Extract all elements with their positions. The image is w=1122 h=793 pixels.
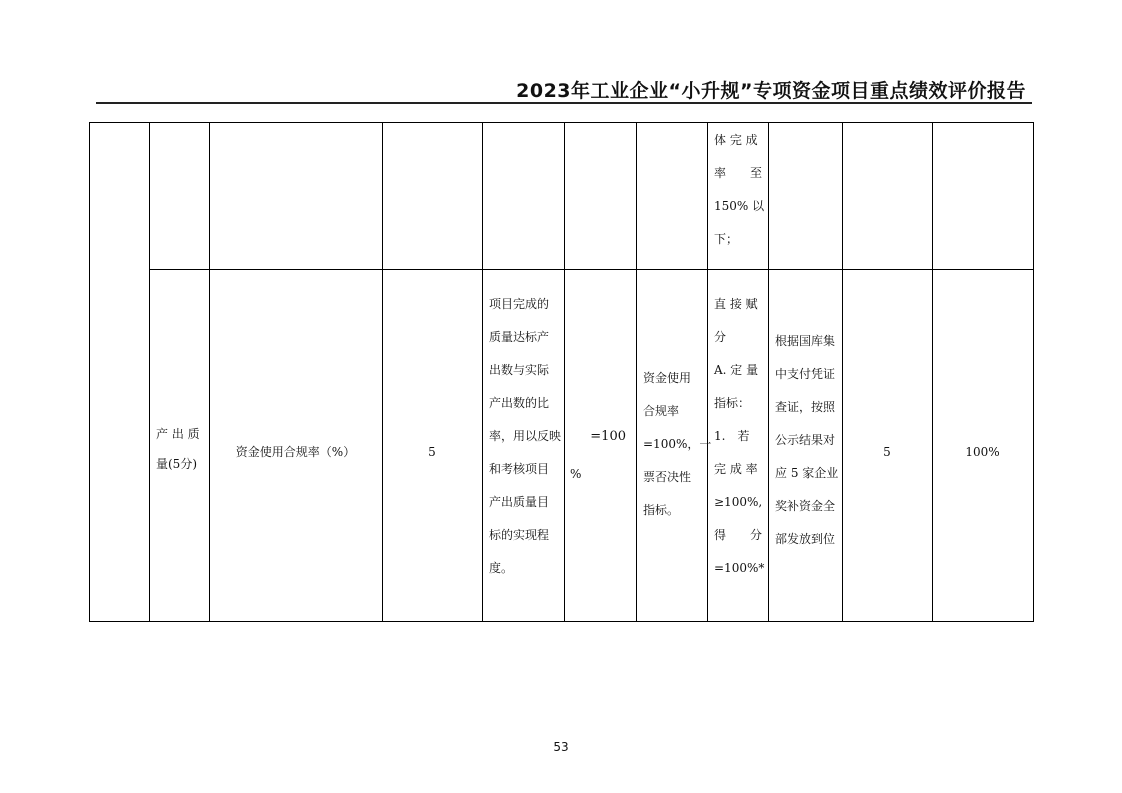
category-line: 产 出 质 bbox=[156, 427, 200, 441]
desc-line: 资金使用 bbox=[643, 371, 692, 385]
scoring-standard-cell bbox=[714, 297, 764, 594]
evidence-line: 应 5 家企业 bbox=[775, 466, 839, 480]
report-title: 2023年工业企业“小升规”专项资金项目重点绩效评价报告 bbox=[516, 80, 1026, 102]
col-border bbox=[482, 122, 483, 621]
standard-line: 下； bbox=[714, 232, 739, 246]
indicator-desc-cell bbox=[643, 371, 712, 536]
header-rule bbox=[96, 102, 1032, 104]
col-border bbox=[209, 122, 210, 621]
col-border bbox=[768, 122, 769, 621]
definition-cell bbox=[489, 297, 561, 594]
evidence-line: 根据国库集 bbox=[775, 334, 836, 348]
evidence-line: 奖补资金全 bbox=[775, 499, 836, 513]
definition-line: 标的实现程 bbox=[489, 528, 550, 542]
standard-line: 率 至 bbox=[714, 166, 763, 180]
definition-line: 率，用以反映 bbox=[489, 429, 562, 443]
indicator-category-cell bbox=[156, 427, 204, 490]
desc-line: 合规率 bbox=[643, 404, 680, 418]
weight-cell: 5 bbox=[428, 445, 436, 459]
scoring-line: 1. 若 bbox=[714, 429, 750, 443]
scoring-line: 得 分 bbox=[714, 528, 763, 542]
evidence-line: 部发放到位 bbox=[775, 532, 836, 546]
completion-cell: 100% bbox=[965, 445, 1000, 459]
col-border bbox=[636, 122, 637, 621]
evidence-line: 中支付凭证 bbox=[775, 367, 836, 381]
definition-line: 产出质量目 bbox=[489, 495, 550, 509]
col-border bbox=[89, 122, 90, 621]
target-unit: % bbox=[570, 467, 582, 481]
definition-line: 出数与实际 bbox=[489, 363, 550, 377]
scoring-line: 完 成 率 bbox=[714, 462, 758, 476]
page-number: 53 bbox=[553, 740, 569, 754]
standard-line: 体 完 成 bbox=[714, 133, 758, 147]
table-top-border bbox=[89, 122, 1034, 123]
definition-line: 产出数的比 bbox=[489, 396, 550, 410]
evidence-line: 查证，按照 bbox=[775, 400, 836, 414]
table-bottom-border bbox=[89, 621, 1034, 622]
category-line: 量(5分) bbox=[156, 457, 197, 471]
evidence-line: 公示结果对 bbox=[775, 433, 836, 447]
col-border bbox=[932, 122, 933, 621]
definition-line: 和考核项目 bbox=[489, 462, 550, 476]
definition-line: 质量达标产 bbox=[489, 330, 550, 344]
col-border bbox=[382, 122, 383, 621]
col-border bbox=[842, 122, 843, 621]
score-cell: 5 bbox=[883, 445, 891, 459]
col-border bbox=[149, 122, 150, 621]
col-border bbox=[1033, 122, 1034, 621]
col-border bbox=[707, 122, 708, 621]
target-value-cell: =100 bbox=[590, 429, 626, 444]
scoring-line: =100%* bbox=[714, 561, 765, 575]
scoring-line: 指标： bbox=[714, 396, 751, 410]
indicator-name-cell: 资金使用合规率（%） bbox=[235, 445, 356, 459]
definition-line: 度。 bbox=[489, 561, 514, 575]
scoring-line: 分 bbox=[714, 330, 727, 344]
scoring-line: ≥100%, bbox=[714, 495, 763, 509]
evidence-cell bbox=[775, 334, 841, 565]
top-row-standard-cell bbox=[714, 133, 765, 265]
standard-line: 150% 以 bbox=[714, 199, 765, 213]
scoring-line: 直 接 赋 bbox=[714, 297, 758, 311]
desc-line: 票否决性 bbox=[643, 470, 692, 484]
desc-line: 指标。 bbox=[643, 503, 680, 517]
col-border bbox=[564, 122, 565, 621]
desc-line: =100%，一 bbox=[643, 437, 712, 451]
row-divider bbox=[149, 269, 1034, 270]
definition-line: 项目完成的 bbox=[489, 297, 550, 311]
scoring-line: A. 定 量 bbox=[714, 363, 759, 377]
